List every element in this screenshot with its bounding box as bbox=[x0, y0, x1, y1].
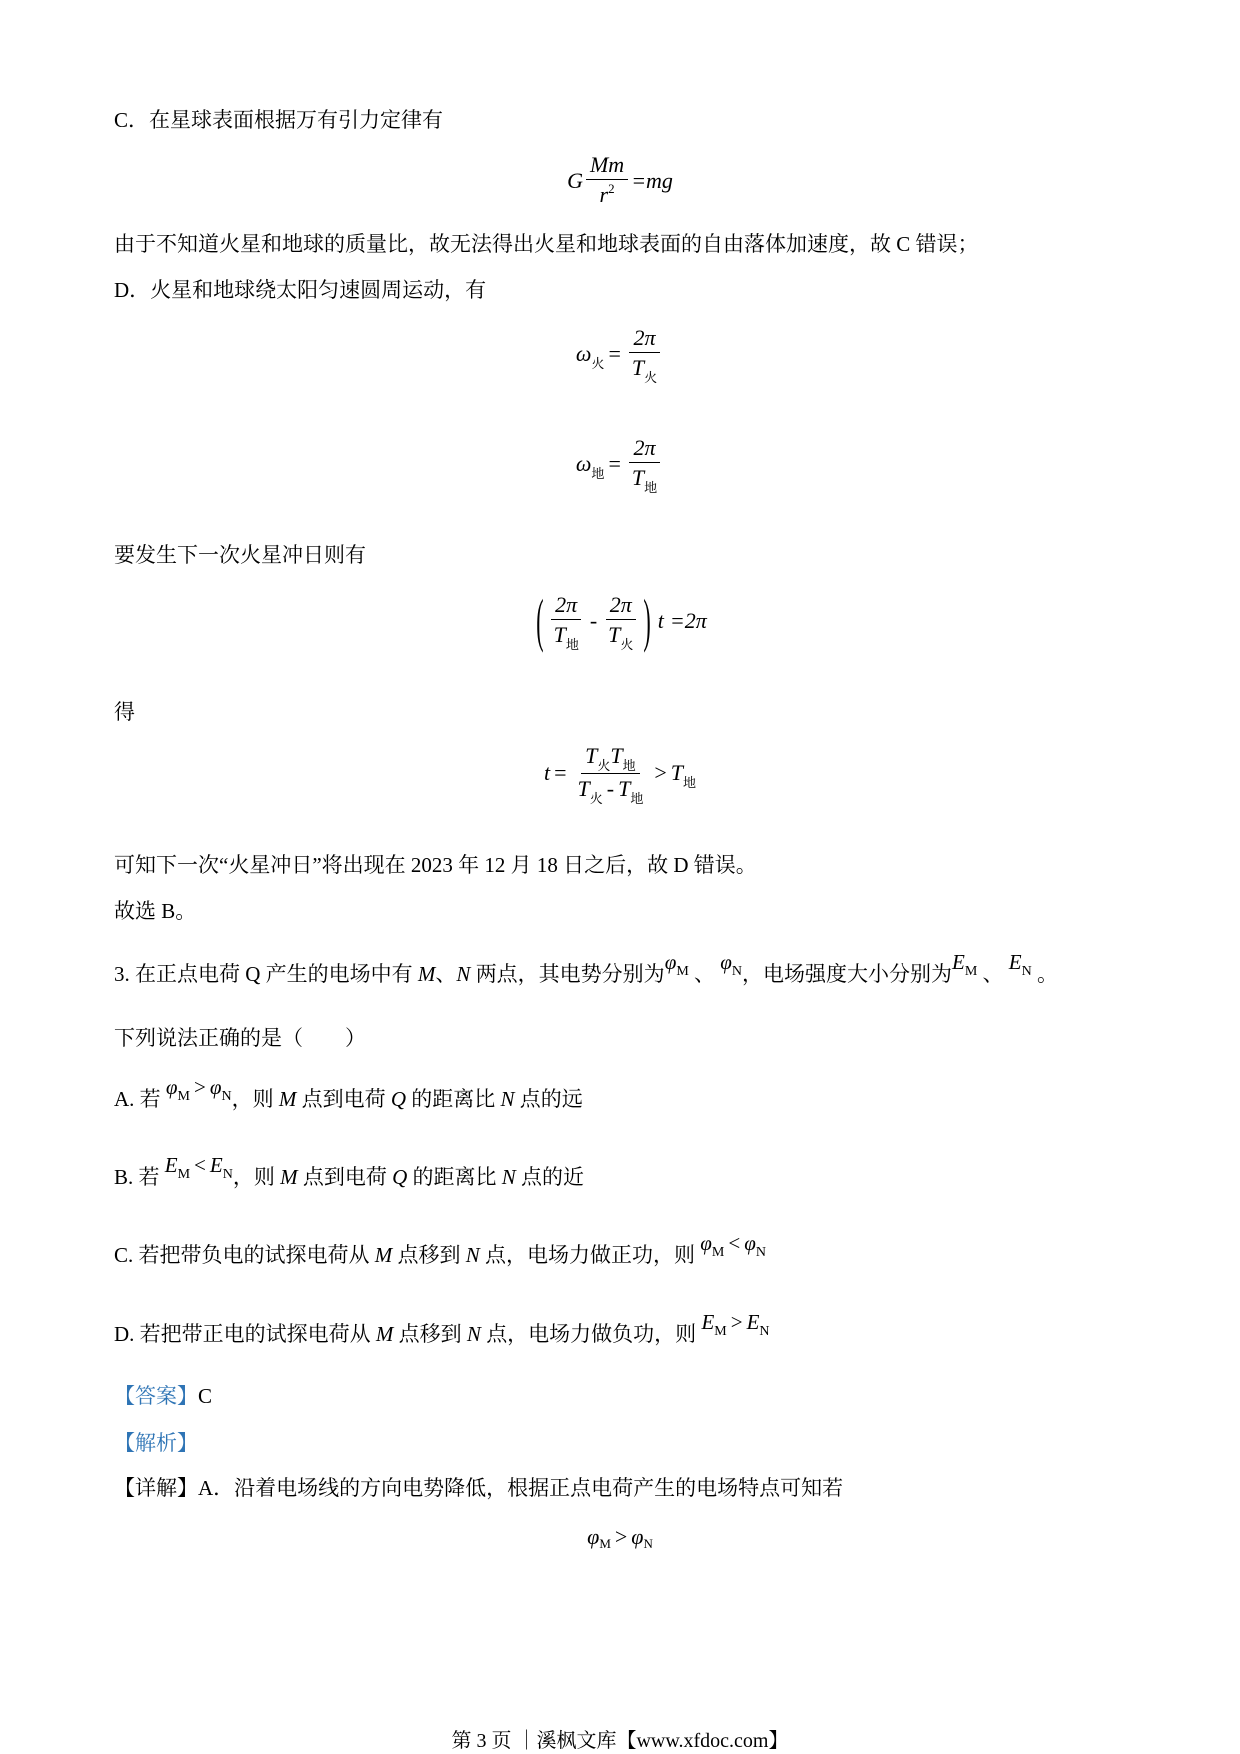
answer-label: 【答案】 bbox=[114, 1384, 198, 1408]
point-n: N bbox=[456, 962, 471, 986]
charge-q: Q bbox=[392, 1165, 408, 1189]
phi-letter: φ bbox=[700, 1231, 712, 1255]
omega-letter: ω bbox=[575, 341, 592, 366]
option-text: 点的远 bbox=[514, 1087, 583, 1111]
phi-letter: φ bbox=[631, 1524, 644, 1549]
option-text: 点，电场力做负功，则 bbox=[480, 1322, 702, 1346]
rhs-period bbox=[670, 760, 697, 790]
gravity-constant: G bbox=[567, 168, 583, 193]
phi-subscript: N bbox=[731, 964, 743, 979]
e-letter: E bbox=[1008, 950, 1022, 974]
period-subscript: 地 bbox=[644, 480, 658, 495]
detail-line bbox=[114, 1475, 843, 1501]
phi-subscript: M bbox=[599, 1536, 611, 1551]
fraction bbox=[628, 324, 661, 384]
phi-letter: φ bbox=[587, 1524, 600, 1549]
equation-gravity bbox=[0, 150, 1240, 212]
option-text: ，则 bbox=[232, 1165, 281, 1189]
charge-q: Q bbox=[390, 1087, 407, 1111]
stem-text: 两点，其电势分别为 bbox=[470, 962, 665, 986]
fraction-denominator bbox=[574, 774, 648, 805]
page-footer: 第 3 页 ｜溪枫文库【www.xfdoc.com】 bbox=[451, 1730, 789, 1752]
point-n: N bbox=[465, 1243, 480, 1267]
separator: 、 bbox=[435, 962, 457, 986]
left-paren: ( bbox=[536, 585, 544, 654]
omega-symbol bbox=[575, 341, 605, 371]
separator: 、 bbox=[977, 962, 1009, 986]
equation-period bbox=[0, 738, 1240, 808]
stem-text: 。 bbox=[1031, 962, 1058, 986]
period-variable: T bbox=[585, 742, 598, 768]
time-variable: t bbox=[657, 608, 664, 633]
point-n: N bbox=[466, 1322, 481, 1346]
phi-letter: φ bbox=[209, 1075, 222, 1099]
option-text: 点的近 bbox=[515, 1165, 585, 1189]
option-text: 点到电荷 bbox=[296, 1087, 391, 1111]
option-label: B. 若 bbox=[114, 1165, 165, 1189]
question-3-prompt: 下列说法正确的是（ ） bbox=[114, 1026, 366, 1050]
equals-sign: = bbox=[608, 451, 621, 476]
period-subscript: 地 bbox=[683, 775, 697, 790]
fraction-numerator: 2π bbox=[551, 591, 581, 620]
e-subscript: M bbox=[714, 1324, 727, 1339]
fraction bbox=[628, 434, 661, 494]
e-letter: E bbox=[209, 1153, 223, 1177]
option-text: 点移到 bbox=[392, 1243, 466, 1267]
option-c-conclusion: 由于不知道火星和地球的质量比，故无法得出火星和地球表面的自由落体加速度，故 C 错误； bbox=[114, 232, 979, 256]
option-text: 的距离比 bbox=[406, 1087, 501, 1111]
equation-detail bbox=[0, 1522, 1240, 1552]
equation-omega-mars bbox=[0, 321, 1240, 387]
fraction-numerator: 2π bbox=[606, 591, 636, 620]
period-subscript: 火 bbox=[597, 757, 611, 773]
question-3-stem bbox=[114, 950, 1058, 991]
period-subscript: 火 bbox=[644, 370, 658, 385]
option-text: 的距离比 bbox=[407, 1165, 502, 1189]
less-than-sign: < bbox=[194, 1153, 206, 1177]
omega-symbol bbox=[575, 451, 605, 481]
period-variable: T bbox=[618, 775, 631, 801]
equation-conjunction bbox=[0, 582, 1240, 660]
time-variable: t bbox=[543, 760, 551, 785]
equals-sign: = bbox=[608, 341, 621, 366]
fraction-denominator bbox=[628, 463, 661, 494]
option-text: 点到电荷 bbox=[297, 1165, 393, 1189]
option-d-conclusion: 可知下一次“火星冲日”将出现在 2023 年 12 月 18 日之后，故 D 错误。 bbox=[114, 853, 757, 877]
point-n: N bbox=[501, 1165, 516, 1189]
separator: 、 bbox=[688, 962, 721, 986]
option-c bbox=[114, 1231, 766, 1272]
omega-subscript: 地 bbox=[591, 466, 605, 481]
fraction-denominator bbox=[550, 620, 583, 651]
period-subscript: 火 bbox=[589, 790, 603, 806]
e-letter: E bbox=[746, 1310, 760, 1334]
phi-subscript: M bbox=[177, 1089, 190, 1104]
phi-subscript: N bbox=[755, 1245, 766, 1260]
answer-line bbox=[114, 1383, 212, 1409]
fraction-denominator bbox=[628, 353, 661, 384]
fraction-earth bbox=[550, 591, 583, 651]
period-subscript: 火 bbox=[620, 637, 634, 652]
period-variable: T bbox=[577, 775, 590, 801]
less-than-sign: < bbox=[728, 1231, 741, 1255]
phi-letter: φ bbox=[744, 1231, 756, 1255]
period-variable: T bbox=[631, 465, 645, 490]
option-b bbox=[114, 1153, 585, 1194]
point-m: M bbox=[374, 1243, 393, 1267]
option-text: 点，电场力做正功，则 bbox=[479, 1243, 701, 1267]
e-subscript: N bbox=[222, 1167, 233, 1182]
omega-letter: ω bbox=[575, 451, 592, 476]
exponent: 2 bbox=[608, 181, 615, 196]
period-subscript: 地 bbox=[622, 757, 636, 773]
option-expression bbox=[700, 1230, 766, 1260]
omega-subscript: 火 bbox=[591, 356, 605, 371]
phi-subscript: N bbox=[643, 1536, 653, 1551]
stem-text: ，电场强度大小分别为 bbox=[742, 962, 953, 986]
fraction bbox=[586, 151, 628, 211]
option-d-intro: D．火星和地球绕太阳匀速圆周运动，有 bbox=[114, 278, 487, 302]
point-m: M bbox=[375, 1322, 394, 1346]
phi-subscript: M bbox=[711, 1245, 725, 1260]
option-a bbox=[114, 1075, 583, 1116]
analysis-label: 【解析】 bbox=[114, 1431, 198, 1455]
phi-letter: φ bbox=[720, 950, 732, 974]
final-choice: 故选 B。 bbox=[114, 899, 197, 923]
fraction-numerator: 2π bbox=[629, 324, 659, 353]
equation-omega-earth bbox=[0, 431, 1240, 497]
option-expression bbox=[166, 1074, 232, 1104]
greater-than-sign: > bbox=[654, 760, 667, 785]
greater-than-sign: > bbox=[194, 1075, 206, 1099]
equation-rhs: =2π bbox=[669, 608, 707, 633]
phi-letter: φ bbox=[165, 1075, 178, 1099]
e-letter: E bbox=[164, 1153, 178, 1177]
detail-label: 【详解】 bbox=[114, 1476, 198, 1500]
e-subscript: N bbox=[759, 1324, 770, 1339]
e-subscript: M bbox=[964, 964, 978, 979]
period-variable: T bbox=[553, 622, 566, 647]
greater-than-sign: > bbox=[730, 1310, 743, 1334]
option-text: C. 若把带负电的试探电荷从 bbox=[114, 1243, 375, 1267]
phi-subscript: N bbox=[221, 1089, 232, 1104]
point-m: M bbox=[280, 1165, 298, 1189]
e-subscript: N bbox=[1021, 964, 1032, 979]
option-expression bbox=[165, 1152, 233, 1182]
fraction-numerator bbox=[581, 742, 640, 774]
option-text: D. 若把带正电的试探电荷从 bbox=[114, 1322, 376, 1346]
point-m: M bbox=[278, 1087, 297, 1111]
greater-than-sign: > bbox=[614, 1524, 628, 1549]
e-letter: E bbox=[952, 950, 965, 974]
minus-sign: - bbox=[606, 775, 615, 801]
equation-rhs: =mg bbox=[631, 168, 673, 193]
option-label: A. 若 bbox=[114, 1087, 166, 1111]
fraction-mars bbox=[604, 591, 637, 651]
period-variable: T bbox=[670, 760, 684, 785]
period-subscript: 地 bbox=[630, 790, 644, 806]
e-subscript: M bbox=[177, 1167, 191, 1182]
fraction-numerator: Mm bbox=[586, 151, 628, 180]
e-letter: E bbox=[701, 1310, 715, 1334]
detail-text: A．沿着电场线的方向电势降低，根据正点电荷产生的电场特点可知若 bbox=[198, 1476, 844, 1500]
answer-value: C bbox=[198, 1384, 213, 1408]
option-d bbox=[114, 1310, 770, 1351]
fraction-numerator: 2π bbox=[629, 434, 659, 463]
potential-n-symbol bbox=[720, 949, 742, 979]
fraction-denominator bbox=[596, 180, 619, 211]
radius-variable: r bbox=[599, 182, 609, 207]
fraction bbox=[574, 742, 648, 805]
phi-subscript: M bbox=[676, 964, 689, 979]
period-variable: T bbox=[610, 742, 623, 768]
period-variable: T bbox=[608, 622, 621, 647]
field-m-symbol bbox=[952, 949, 977, 979]
fraction-denominator bbox=[604, 620, 637, 651]
potential-m-symbol bbox=[665, 949, 689, 979]
phi-letter: φ bbox=[664, 950, 677, 974]
conjunction-intro: 要发生下一次火星冲日则有 bbox=[114, 543, 366, 567]
option-c-intro: C．在星球表面根据万有引力定律有 bbox=[114, 108, 444, 132]
period-variable: T bbox=[631, 355, 645, 380]
field-n-symbol bbox=[1009, 949, 1032, 979]
option-text: 点移到 bbox=[393, 1322, 467, 1346]
option-expression bbox=[701, 1309, 769, 1339]
period-subscript: 地 bbox=[565, 637, 579, 652]
result-intro: 得 bbox=[114, 700, 135, 724]
stem-text: 3. 在正点电荷 Q 产生的电场中有 bbox=[114, 962, 418, 986]
right-paren: ) bbox=[643, 585, 651, 654]
point-n: N bbox=[500, 1087, 515, 1111]
equals-sign: = bbox=[554, 760, 567, 785]
minus-sign: - bbox=[589, 608, 598, 633]
point-m: M bbox=[417, 962, 436, 986]
option-text: ，则 bbox=[231, 1087, 279, 1111]
